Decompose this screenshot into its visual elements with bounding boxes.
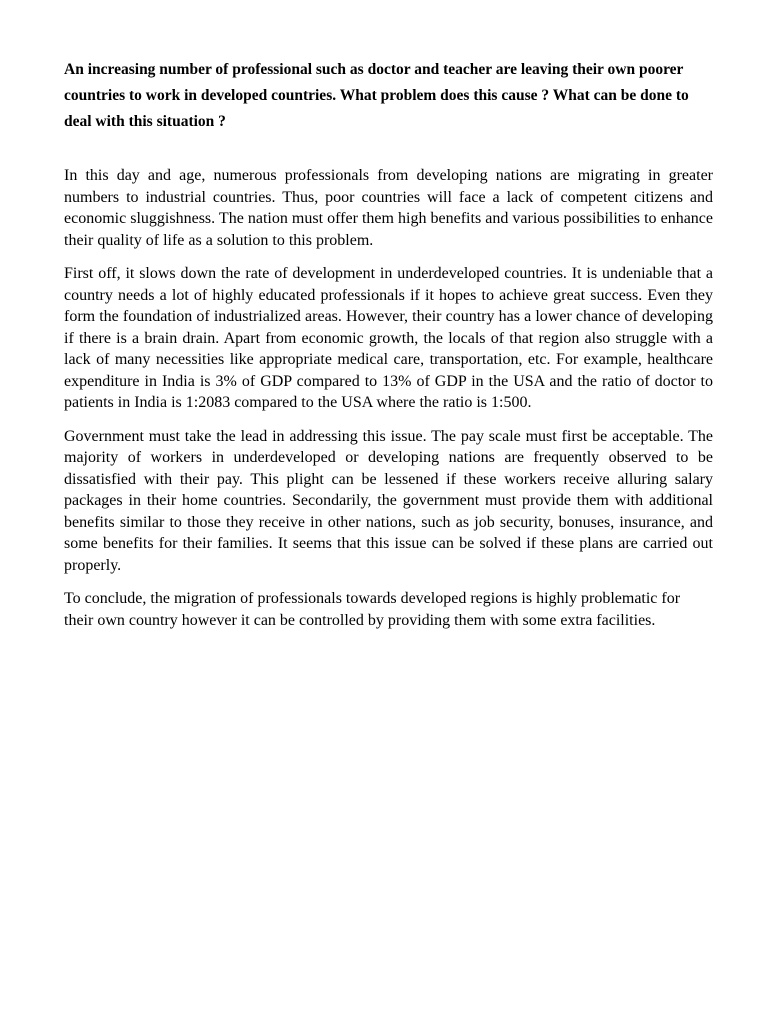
essay-paragraph-problem: First off, it slows down the rate of development in underdeveloped countries. It is undeniable that a country needs a lot of highly educated professionals if it hopes to achieve great success. Even they form the foundation of industrialized areas. However, their country has a lower chance of developing if there is a brain drain. Apart from economic growth, the locals of that region also struggle with a lack of many necessities like appropriate medical care, transportation, etc. For example, healthcare expenditure in India is 3% of GDP compared to 13% of GDP in the USA and the ratio of doctor to patients in India is 1:2083 compared to the USA where the ratio is 1:500.: [64, 265, 713, 411]
essay-paragraph-solution: Government must take the lead in addressing this issue. The pay scale must first be acceptable. The majority of workers in underdeveloped or developing nations are frequently observed to be dissatisfied with their pay. This plight can be lessened if these workers receive alluring salary packages in their home countries. Secondarily, the government must provide them with additional benefits similar to those they receive in other nations, such as job security, bonuses, insurance, and some benefits for their families. It seems that this issue can be solved if these plans are carried out properly.: [64, 427, 713, 574]
essay-body: [64, 165, 713, 643]
essay-question: An increasing number of professional such as doctor and teacher are leaving their own poorer countries to work in developed countries. What problem does this cause ? What can be done to deal with this situation ?: [64, 61, 689, 130]
essay-paragraph-conclusion: To conclude, the migration of professionals towards developed regions is highly problematic for their own country however it can be controlled by providing them with some extra facilities.: [64, 590, 681, 629]
essay-paragraph-introduction: In this day and age, numerous professionals from developing nations are migrating in greater numbers to industrial countries. Thus, poor countries will face a lack of competent citizens and economic sluggishness. The nation must offer them high benefits and various possibilities to enhance their quality of life as a solution to this problem.: [64, 167, 713, 249]
